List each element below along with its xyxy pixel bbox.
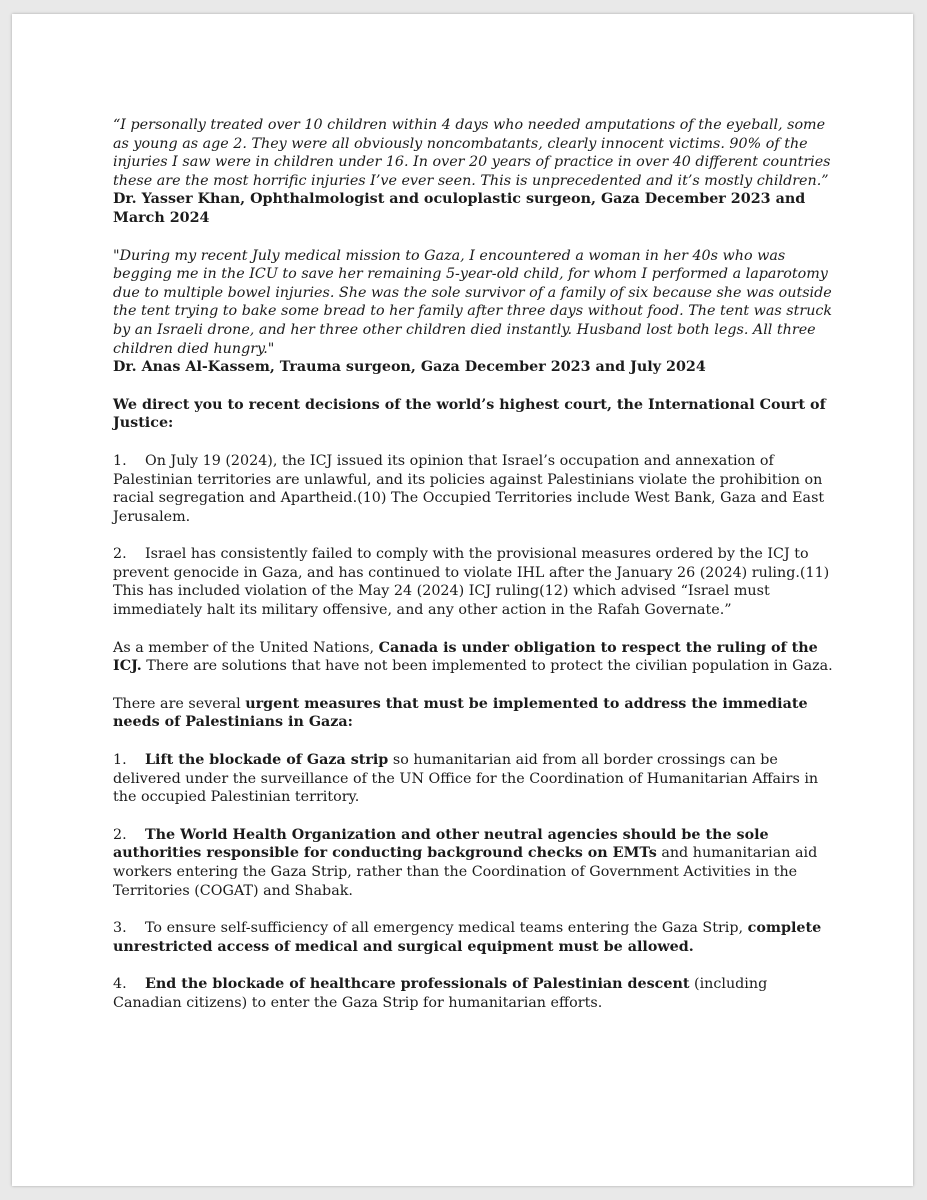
- canada-text-bold: Canada is under obligation to respect the ruling of the ICJ.: [113, 639, 818, 675]
- measure-item-1: [113, 751, 833, 807]
- measure-text-post: and humanitarian aid workers entering the Gaza Strip, rather than the Coordination of Government Activities in the Territories (COGAT) and Shabak.: [113, 845, 818, 899]
- measures-intro-bold: urgent measures that must be implemented to address the immediate needs of Palestinians in Gaza:: [113, 695, 808, 731]
- measure-item-number: 3.: [113, 920, 127, 937]
- measure-text-pre: To ensure self-sufficiency of all emergency medical teams entering the Gaza Strip,: [145, 920, 748, 937]
- measure-item-4: [113, 975, 833, 1012]
- document-body: [113, 116, 833, 1013]
- measure-text-post: so humanitarian aid from all border crossings can be delivered under the surveillance of the UN Office for the Coordination of Humanitarian Affairs in the occupied Palestinian territory.: [113, 752, 819, 806]
- quote-anas-al-kassem: "During my recent July medical mission to Gaza, I encountered a woman in her 40s who was begging me in the ICU to save her remaining 5-year-old child, for whom I performed a laparotomy due to multiple bowel injuries. She was the sole survivor of a family of six because she was outside the tent trying to bake some bread to her family after three days without food. The tent was struck by an Israeli drone, and her three other children died instantly. Husband lost both legs. All three children died hungry.": [113, 247, 833, 357]
- quote-yasser-khan: “I personally treated over 10 children within 4 days who needed amputations of the eyeball, some as young as age 2. They were all obviously noncombatants, clearly innocent victims. 90% of the injuries I saw were in children under 16. In over 20 years of practice in over 40 different countries these are the most horrific injuries I’ve ever seen. This is unprecedented and it’s mostly children.”: [113, 117, 831, 189]
- measure-text-bold: Lift the blockade of Gaza strip: [145, 752, 389, 769]
- measure-item-number: 2.: [113, 826, 127, 843]
- icj-item-text: Israel has consistently failed to comply with the provisional measures ordered by the ICJ to prevent genocide in Gaza, and has continued to violate IHL after the January 26 (2024) ruling.(11) This has included violation of the May 24 (2024) ICJ ruling(12) which advised “Israel must immediately halt its military offensive, and any other action in the Rafah Governate.”: [113, 546, 830, 619]
- icj-item-1: [113, 452, 833, 526]
- measures-intro: [113, 695, 833, 732]
- measure-item-2: [113, 826, 833, 900]
- measure-text-post: (including Canadian citizens) to enter the Gaza Strip for humanitarian efforts.: [113, 976, 768, 1011]
- measure-text-bold: complete unrestricted access of medical and surgical equipment must be allowed.: [113, 920, 822, 955]
- measures-intro-pre: There are several: [113, 695, 246, 712]
- canada-text-post: There are solutions that have not been implemented to protect the civilian population in Gaza.: [141, 658, 833, 675]
- measure-item-number: 4.: [113, 976, 127, 993]
- measure-item-3: [113, 919, 833, 956]
- canada-obligation-paragraph: [113, 639, 833, 676]
- icj-item-2: [113, 545, 833, 619]
- measure-item-number: 1.: [113, 752, 127, 769]
- icj-item-text: On July 19 (2024), the ICJ issued its opinion that Israel’s occupation and annexation of Palestinian territories are unlawful, and its policies against Palestinians violate the prohibition on racial segregation and Apartheid.(10) The Occupied Territories include West Bank, Gaza and East Jerusalem.: [113, 452, 825, 525]
- icj-heading: We direct you to recent decisions of the world’s highest court, the International Court of Justice:: [113, 396, 826, 432]
- attribution-anas-al-kassem: Dr. Anas Al-Kassem, Trauma surgeon, Gaza December 2023 and July 2024: [113, 359, 706, 376]
- document-page: [12, 14, 913, 1186]
- icj-item-number: 2.: [113, 546, 127, 563]
- icj-item-number: 1.: [113, 452, 127, 469]
- measure-text-bold: End the blockade of healthcare professionals of Palestinian descent: [145, 976, 690, 993]
- canada-text-pre: As a member of the United Nations,: [113, 639, 379, 656]
- measure-text-bold: The World Health Organization and other neutral agencies should be the sole authorities responsible for conducting background checks on EMTs: [113, 826, 769, 862]
- attribution-yasser-khan: Dr. Yasser Khan, Ophthalmologist and oculoplastic surgeon, Gaza December 2023 and March 2024: [113, 191, 806, 226]
